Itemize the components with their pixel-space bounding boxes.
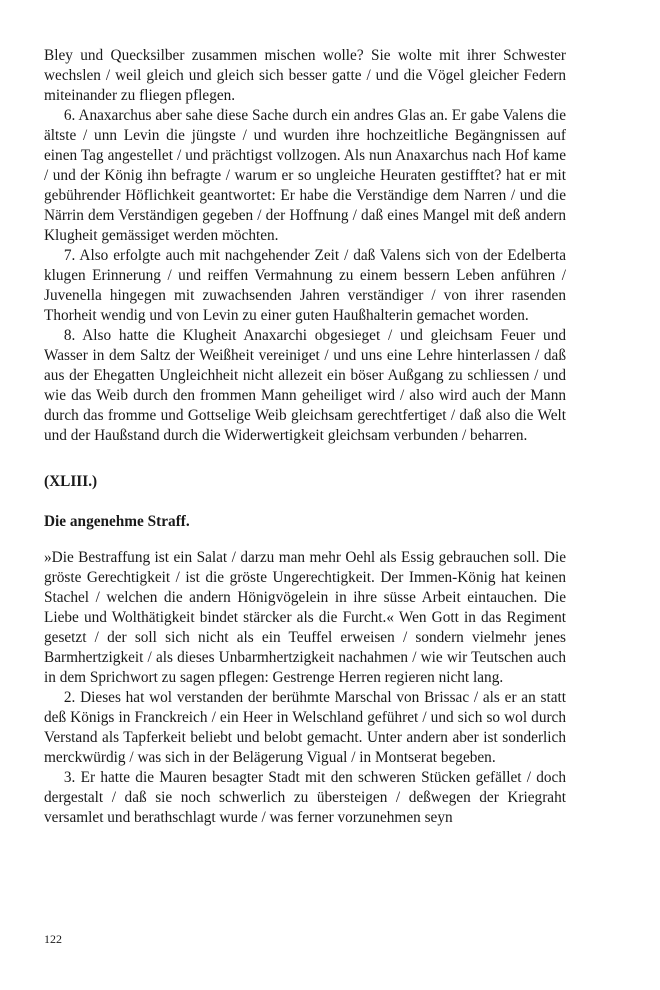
section-number: (XLIII.): [44, 473, 98, 490]
page-content: [44, 46, 566, 828]
paragraph-8: 8. Also hatte die Klugheit Anaxarchi obgesieget / und gleichsam Feuer und Wasser in dem Saltz der Weißheit vereiniget / und uns eine Lehre hinterlassen / daß aus der Ehegatten Ungleichheit nicht allezeit ein böser Außgang zu schliessen / und wie das Weib durch den frommen Mann geheiliget wird / also wird auch der Mann durch das fromme und Gottselige Weib gleichsam gerechtfertiget / daß also die Welt und der Haußstand durch die Widerwertigkeit gleichsam verbunden / beharren.: [44, 327, 566, 444]
page-number: 122: [44, 932, 62, 946]
paragraph-7: 7. Also erfolgte auch mit nachgehender Zeit / daß Valens sich von der Edelberta klugen Erinnerung / und reiffen Vermahnung zu einem bessern Leben anführen / Juvenella hingegen mit zuwachsenden Jahren verständiger / von ihrer rasenden Thorheit wendig und von Levin zu einer guten Haußhalterin gemachet worden.: [44, 247, 566, 324]
paragraph-continuation: Bley und Quecksilber zusammen mischen wolle? Sie wolte mit ihrer Schwester wechslen / weil gleich und gleich sich besser gatte / und die Vögel gleicher Federn miteinander zu fliegen pflegen.: [44, 47, 566, 104]
paragraph-2: 2. Dieses hat wol verstanden der berühmte Marschal von Brissac / als er an statt deß Königs in Franckreich / ein Heer in Welschland geführet / und sich so wol durch Verstand als Tapferkeit beliebt und belobt gemacht. Unter andern aber ist sonderlich merckwürdig / was sich in der Belägerung Vigual / in Montserat begeben.: [44, 689, 566, 766]
paragraph-6: 6. Anaxarchus aber sahe diese Sache durch ein andres Glas an. Er gabe Valens die ältste / unn Levin die jüngste / und wurden ihre hochzeitliche Begängnissen auf einen Tag angestellet / und prächtigst vollzogen. Als nun Anaxarchus nach Hof kame / und der König ihn befragte / warum er so ungleiche Heuraten gestifftet? hat er mit gebührender Höflichkeit geantwortet: Er habe die Verständige dem Narren / und die Närrin dem Verständigen gegeben / der Hoffnung / daß eines Mangel mit deß andern Klugheit gemässiget werden möchten.: [44, 107, 566, 244]
section-title: Die angenehme Straff.: [44, 513, 190, 530]
paragraph-3: 3. Er hatte die Mauren besagter Stadt mit den schweren Stücken gefället / doch dergestalt / daß sie noch schwerlich zu übersteigen / deßwegen der Kriegraht versamlet und berathschlagt wurde / was ferner vorzunehmen seyn: [44, 769, 566, 826]
paragraph-1: »Die Bestraffung ist ein Salat / darzu man mehr Oehl als Essig gebrauchen soll. Die gröste Gerechtigkeit / ist die gröste Ungerechtigkeit. Der Immen-König hat keinen Stachel / welchen die andern Hönigvögelein in ihre süsse Arbeit eintauchen. Die Liebe und Wolthätigkeit bindet stärcker als die Furcht.« Wen Gott in das Regiment gesetzt / der soll sich nicht als ein Teuffel erweisen / sondern vielmehr jenes Barmhertzigkeit / als dieses Unbarmhertzigkeit nachahmen / wie wir Teutschen auch in dem Sprichwort zu sagen pflegen: Gestrenge Herren regieren nicht lang.: [44, 549, 566, 686]
